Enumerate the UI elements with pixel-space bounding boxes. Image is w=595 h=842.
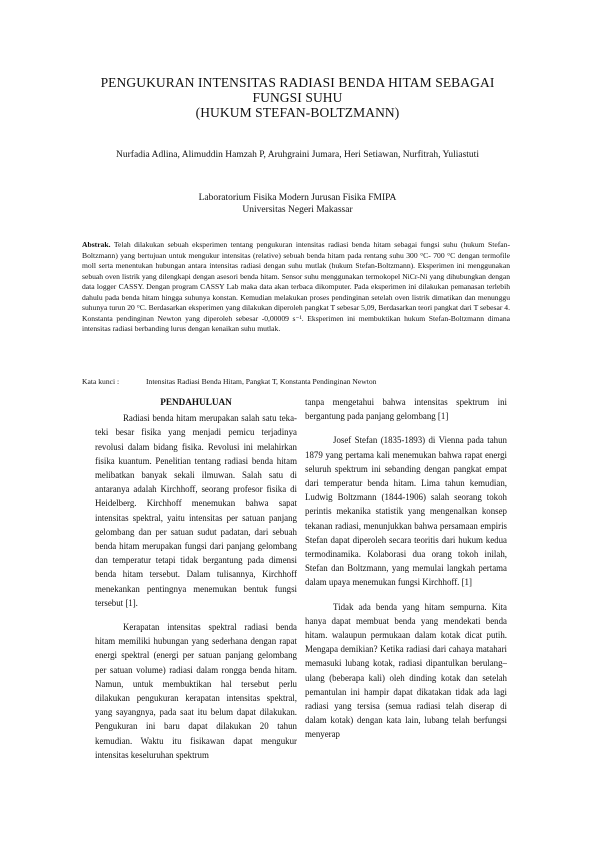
body-paragraph: Kerapatan intensitas spektral radiasi benda hitam memiliki hubungan yang sederhana dengan rapat energi spektral (energi per satuan panjang gelombang per satuan volume) radiasi dalam rongga benda hitam. Namun, untuk membuktikan hal tersebut perlu dilakukan pengukuran kerapatan intensitas spektral, yang sayangnya, pada saat itu belum dapat dilakukan. Pengukuran ini baru dapat dilakukan 20 tahun kemudian. Waktu itu fisikawan dapat mengukur intensitas keseluruhan spektrum — [95, 622, 297, 760]
affiliation — [60, 192, 535, 216]
title-line: PENGUKURAN INTENSITAS RADIASI BENDA HITAM SEBAGAI — [100, 75, 495, 90]
paper-title — [60, 75, 535, 120]
abstract-text: Telah dilakukan sebuah eksperimen tentang pengukuran intensitas radiasi benda hitam sebagai fungsi suhu (hukum Stefan-Boltzmann) yang bertujuan untuk mengukur intensitas (relative) sebuah benda hitam pada rentang suhu 300 °C- 700 °C dengan termofile moll serta menentukan hubungan antara intensitas radiasi dengan suhu mutlak (hukum Stefan-Boltzmann). Eksperimen ini menggunakan sebuah oven listrik yang dilengkapi dengan asesori benda hitam. Sensor suhu menggunakan termokopel NiCr-Ni yang dihubungkan dengan data logger CASSY. Dengan program CASSY Lab maka data akan terbaca dikomputer. Pada eksperimen ini dilakukan pemanasan terlebih dahulu pada benda hitam hingga suhunya konstan. Kemudian melakukan proses pendinginan setelah oven listrik dimatikan dan menunggu suhunya turun 20 °C. Berdasarkan eksperimen yang dilakukan diperoleh pangkat T sebesar 5,09, Berdasarkan teori pangkat dari T sebesar 4. Konstanta pendinginan Newton yang diperoleh sebesar -0,00009 s⁻¹. Eksperimen ini membuktikan hukum Stefan-Boltzmann dimana intensitas radiasi berbanding lurus dengan kenaikan suhu mutlak. — [82, 240, 510, 333]
body-paragraph: tanpa mengetahui bahwa intensitas spektrum ini bergantung pada panjang gelombang [1] — [305, 397, 507, 422]
title-line: (HUKUM STEFAN-BOLTZMANN) — [195, 105, 400, 120]
abstract — [82, 240, 510, 335]
title-line: FUNGSI SUHU — [252, 90, 343, 105]
left-column — [95, 395, 297, 772]
affiliation-line: Universitas Negeri Makassar — [242, 205, 353, 215]
body-paragraph: Josef Stefan (1835-1893) di Vienna pada tahun 1879 yang pertama kali menemukan bahwa rapat energi seluruh spektrum ini sebanding dengan pangkat empat dari temperatur benda hitam. Lima tahun kemudian, Ludwig Boltzmann (1844-1906) salah seorang tokoh perintis mekanika statistik yang mengenalkan konsep tekanan radiasi, menunjukkan bahwa persamaan empiris Stefan dapat diperoleh secara teoritis dari hukum kedua termodinamika. Kolaborasi dua orang tokoh inilah, Stefan dan Boltzmann, yang memulai langkah pertama dalam upaya menemukan fungsi Kirchhoff. [1] — [305, 435, 507, 588]
keywords — [82, 377, 522, 386]
affiliation-line: Laboratorium Fisika Modern Jurusan Fisika FMIPA — [198, 193, 397, 203]
author-list: Nurfadia Adlina, Alimuddin Hamzah P, Aruhgraini Jumara, Heri Setiawan, Nurfitrah, Yuliastuti — [116, 150, 479, 160]
body-paragraph: Tidak ada benda yang hitam sempurna. Kita hanya dapat membuat benda yang mendekati benda hitam. walaupun permukaan dalam kotak dicat putih. Mengapa demikian? Ketika radiasi dari cahaya matahari memasuki lubang kotak, radiasi dipantulkan berulang–ulang (beberapa kali) oleh dinding kotak dan setelah pemantulan ini hampir dapat dikatakan tidak ada lagi radiasi yang tersisa (semua radiasi telah diserap di dalam kotak) dengan kata lain, lubang telah berfungsi menyerap — [305, 601, 507, 740]
keywords-text: Intensitas Radiasi Benda Hitam, Pangkat T, Konstanta Pendinginan Newton — [146, 377, 377, 386]
abstract-label: Abstrak. — [82, 240, 111, 249]
right-column — [305, 395, 507, 752]
section-heading: PENDAHULUAN — [160, 397, 232, 407]
keywords-label: Kata kunci : — [82, 377, 120, 386]
body-paragraph: Radiasi benda hitam merupakan salah satu teka-teki besar fisika yang menjadi pemicu terjadinya revolusi dalam bidang fisika. Revolusi ini melahirkan fisika kuantum. Penelitian tentang radiasi benda hitam melibatkan banyak sekali ilmuwan. Salah satu di antaranya adalah Kirchhoff, seorang profesor fisika di Heidelberg. Kirchhoff menemukan bahwa sapat intensitas spektral, yaitu intensitas per satuan panjang gelombang dan per satuan sudut padatan, dari sebuah benda hitam merupakan fungsi dari panjang gelombang dan temperatur tetapi tidak bergantung pada dimensi benda hitam tersebut. Dalam tulisannya, Kirchhoff menekankan pentingnya menemukan bentuk fungsi tersebut [1]. — [95, 413, 297, 608]
